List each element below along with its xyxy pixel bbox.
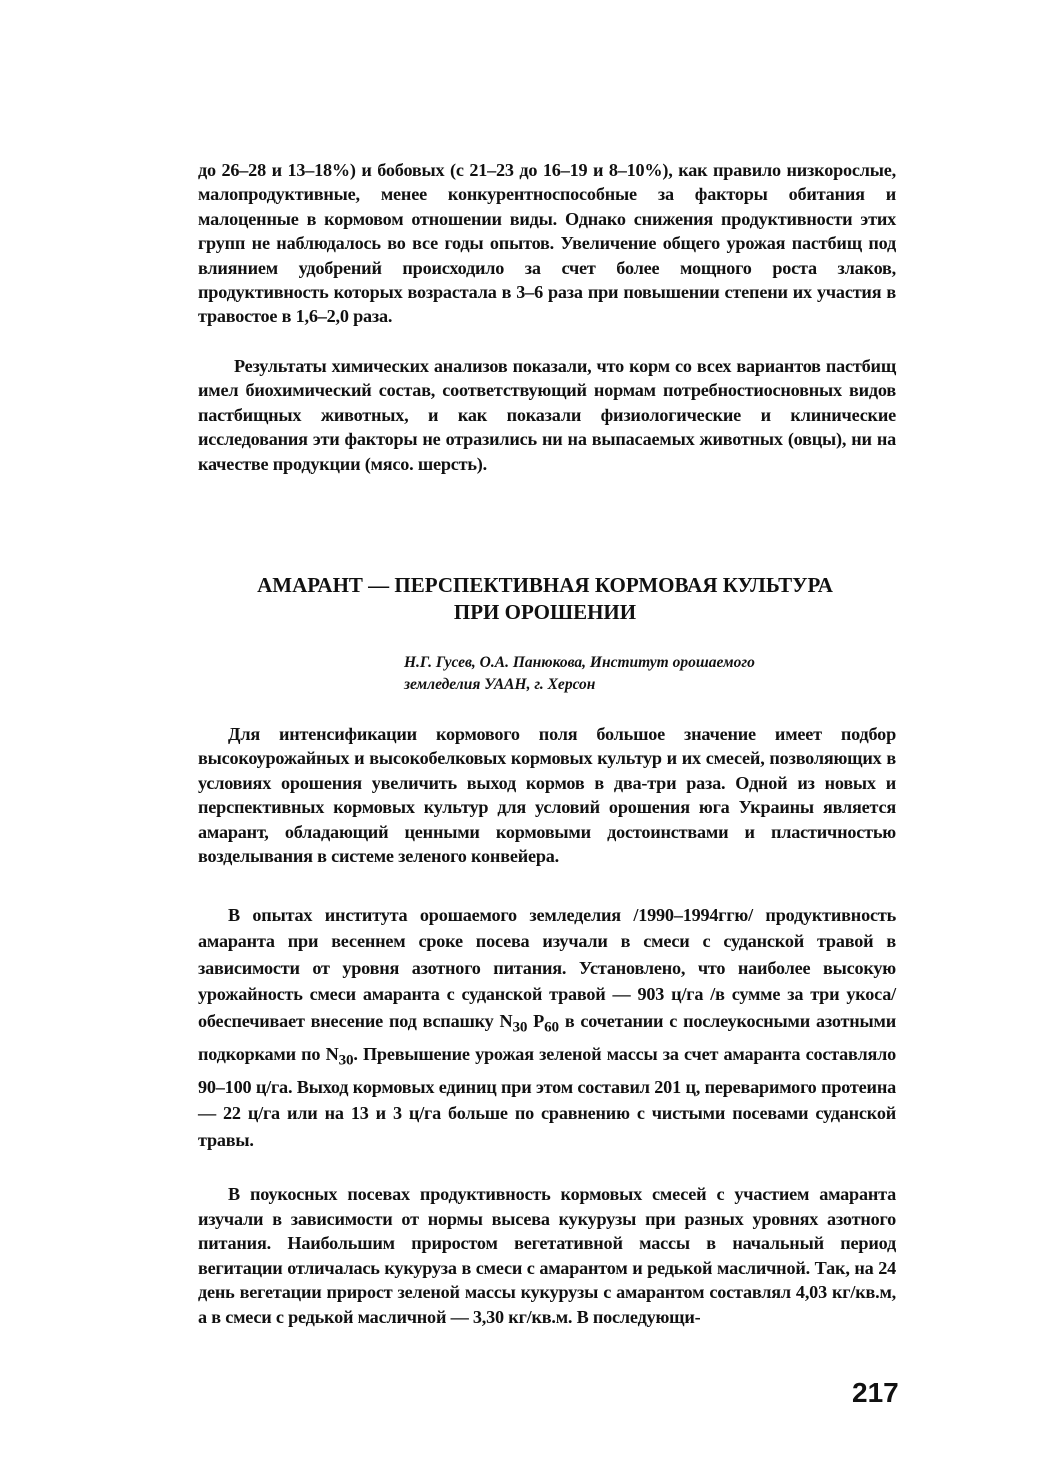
article-authors: [404, 652, 884, 696]
title-line-1: АМАРАНТ — ПЕРСПЕКТИВНАЯ КОРМОВАЯ КУЛЬТУРА: [257, 573, 833, 597]
p4-subscript-1: 30: [512, 1018, 528, 1036]
page-number: 217: [852, 1377, 899, 1408]
p4-text-d: . Превышение урожая зеленой массы за счет амаранта составляло 90–100 ц/га. Выход кормовых единиц при этом составил 201 ц, переваримого протеина — 22 ц/га или на 13 и 3 ц/га больше по сравнению с чистыми посевами суданской травы.: [198, 1043, 896, 1150]
p4-text-b: P: [527, 1010, 545, 1031]
paragraph-results: Результаты химических анализов показали, что корм со всех вариантов пастбищ имел биохимический состав, соответствующий нормам потребностиосновных видов пастбищных животных, и как показали физиологические и клинические исследования эти факторы не отразились ни на выпасаемых животных (овцы), ни на качестве продукции (мясо. шерсть).: [198, 356, 896, 474]
paragraph-continued: до 26–28 и 13–18%) и бобовых (с 21–23 до 16–19 и 8–10%), как правило низкорослые, малопродуктивные, менее конкурентноспособные за факторы обитания и малоценные в кормовом отношении виды. Однако снижения продуктивности этих групп не наблюдалось во все годы опытов. Увеличение общего урожая пастбищ под влиянием удобрений происходило за счет более мощного роста злаков, продуктивность которых возрастала в 3–6 раза при повышении степени их участия в травостое в 1,6–2,0 раза.: [198, 160, 896, 327]
paragraph-post-harvest: В поукосных посевах продуктивность кормовых смесей с участием амаранта изучали в зависимости от нормы высева кукурузы при разных уровнях азотного питания. Наибольшим приростом вегетативной массы в начальный период вегитации отличалась кукуруза в смеси с амарантом и редькой масличной. Так, на 24 день вегетации прирост зеленой массы кукурузы с амарантом составлял 4,03 кг/кв.м, а в смеси с редькой масличной — 3,30 кг/кв.м. В последующи-: [198, 1184, 896, 1327]
authors-line-2: земледелия УААН, г. Херсон: [404, 676, 596, 693]
p4-subscript-3: 30: [338, 1051, 354, 1069]
paragraph-intro: Для интенсификации кормового поля большое значение имеет подбор высокоурожайных и высокобелковых кормовых культур и их смесей, позволяющих в условиях орошения увеличить выход кормов в два-три раза. Одной из новых и перспективных кормовых культур для условий орошения юга Украины является амарант, обладающий ценными кормовыми достоинствами и пластичностью возделывания в системе зеленого конвейера.: [198, 724, 896, 867]
paragraph-experiments: [198, 902, 896, 1153]
article-title: [150, 572, 940, 626]
p4-text-c: в сочетании с послеукосными азотными подкорками по N: [198, 1010, 896, 1064]
p4-text-a: В опытах института орошаемого земледелия /1990–1994ггю/ продуктивность амаранта при весеннем сроке посева изучали в смеси с суданской травой в зависимости от уровня азотного питания. Установлено, что наиболее высокую урожайность смеси амаранта с суданской травой — 903 ц/га /в сумме за три укоса/ обеспечивает внесение под вспашку N: [198, 905, 896, 1031]
p4-subscript-2: 60: [544, 1018, 559, 1036]
title-line-2: ПРИ ОРОШЕНИИ: [453, 600, 637, 624]
authors-line-1: Н.Г. Гусев, О.А. Панюкова, Институт орошаемого: [404, 654, 755, 671]
